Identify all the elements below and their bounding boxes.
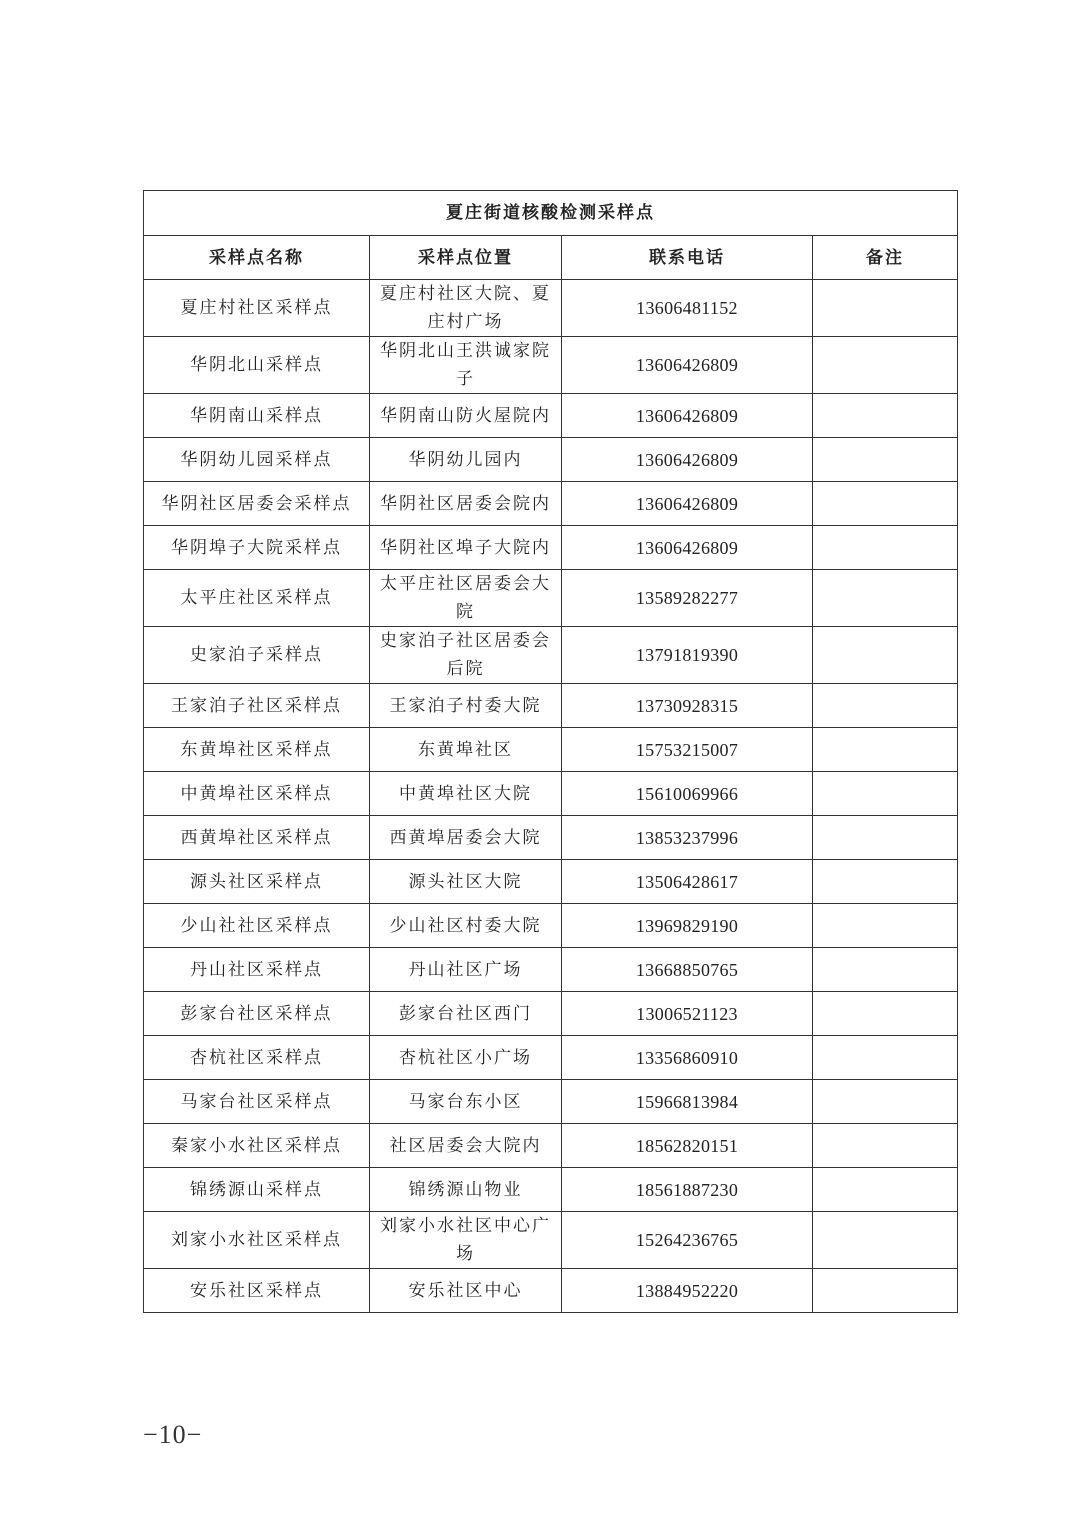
table-row <box>144 1212 958 1269</box>
cell-name: 秦家小水社区采样点 <box>144 1124 370 1168</box>
cell-note <box>813 526 958 570</box>
cell-note <box>813 684 958 728</box>
cell-name: 华阴南山采样点 <box>144 394 370 438</box>
table-row <box>144 394 958 438</box>
cell-name: 华阴北山采样点 <box>144 337 370 394</box>
cell-note <box>813 860 958 904</box>
table-row <box>144 992 958 1036</box>
cell-note <box>813 904 958 948</box>
cell-phone: 13791819390 <box>562 627 813 684</box>
cell-location: 华阴幼儿园内 <box>370 438 562 482</box>
table-row <box>144 904 958 948</box>
table-body <box>144 280 958 1313</box>
cell-phone: 18562820151 <box>562 1124 813 1168</box>
cell-note <box>813 1168 958 1212</box>
cell-phone: 13969829190 <box>562 904 813 948</box>
cell-phone: 15753215007 <box>562 728 813 772</box>
cell-phone: 13506428617 <box>562 860 813 904</box>
cell-name: 史家泊子采样点 <box>144 627 370 684</box>
cell-name: 太平庄社区采样点 <box>144 570 370 627</box>
cell-location: 刘家小水社区中心广场 <box>370 1212 562 1269</box>
cell-name: 华阴社区居委会采样点 <box>144 482 370 526</box>
cell-location: 华阴南山防火屋院内 <box>370 394 562 438</box>
cell-location: 夏庄村社区大院、夏庄村广场 <box>370 280 562 337</box>
cell-note <box>813 992 958 1036</box>
table-title-row <box>144 191 958 236</box>
cell-location: 安乐社区中心 <box>370 1269 562 1313</box>
cell-phone: 13853237996 <box>562 816 813 860</box>
table-row <box>144 948 958 992</box>
table-row <box>144 438 958 482</box>
cell-name: 少山社社区采样点 <box>144 904 370 948</box>
cell-location: 华阴北山王洪诚家院子 <box>370 337 562 394</box>
cell-name: 西黄埠社区采样点 <box>144 816 370 860</box>
cell-note <box>813 627 958 684</box>
cell-location: 西黄埠居委会大院 <box>370 816 562 860</box>
table-row <box>144 526 958 570</box>
cell-name: 东黄埠社区采样点 <box>144 728 370 772</box>
cell-name: 源头社区采样点 <box>144 860 370 904</box>
cell-location: 源头社区大院 <box>370 860 562 904</box>
cell-location: 锦绣源山物业 <box>370 1168 562 1212</box>
cell-phone: 13730928315 <box>562 684 813 728</box>
table-row <box>144 728 958 772</box>
table-row <box>144 1269 958 1313</box>
cell-phone: 13884952220 <box>562 1269 813 1313</box>
cell-note <box>813 438 958 482</box>
cell-phone: 13356860910 <box>562 1036 813 1080</box>
cell-name: 丹山社区采样点 <box>144 948 370 992</box>
cell-note <box>813 337 958 394</box>
header-phone: 联系电话 <box>562 236 813 280</box>
table-row <box>144 816 958 860</box>
table-row <box>144 337 958 394</box>
cell-phone: 15966813984 <box>562 1080 813 1124</box>
cell-location: 丹山社区广场 <box>370 948 562 992</box>
table-row <box>144 627 958 684</box>
cell-phone: 13606481152 <box>562 280 813 337</box>
cell-name: 安乐社区采样点 <box>144 1269 370 1313</box>
table-title: 夏庄街道核酸检测采样点 <box>144 191 958 236</box>
cell-note <box>813 1269 958 1313</box>
cell-location: 史家泊子社区居委会后院 <box>370 627 562 684</box>
cell-note <box>813 1080 958 1124</box>
table-row <box>144 1168 958 1212</box>
cell-phone: 13606426809 <box>562 482 813 526</box>
cell-note <box>813 280 958 337</box>
cell-note <box>813 570 958 627</box>
header-location: 采样点位置 <box>370 236 562 280</box>
cell-location: 太平庄社区居委会大院 <box>370 570 562 627</box>
cell-phone: 13606426809 <box>562 394 813 438</box>
cell-note <box>813 394 958 438</box>
cell-location: 马家台东小区 <box>370 1080 562 1124</box>
cell-location: 中黄埠社区大院 <box>370 772 562 816</box>
cell-note <box>813 1124 958 1168</box>
cell-name: 华阴埠子大院采样点 <box>144 526 370 570</box>
cell-name: 中黄埠社区采样点 <box>144 772 370 816</box>
cell-phone: 13606426809 <box>562 526 813 570</box>
cell-note <box>813 948 958 992</box>
cell-note <box>813 1036 958 1080</box>
cell-name: 华阴幼儿园采样点 <box>144 438 370 482</box>
cell-location: 东黄埠社区 <box>370 728 562 772</box>
cell-phone: 18561887230 <box>562 1168 813 1212</box>
table-row <box>144 280 958 337</box>
table-row <box>144 1080 958 1124</box>
cell-phone: 13606426809 <box>562 438 813 482</box>
sampling-points-table <box>143 190 958 1313</box>
cell-location: 华阴社区居委会院内 <box>370 482 562 526</box>
cell-phone: 13668850765 <box>562 948 813 992</box>
cell-phone: 13589282277 <box>562 570 813 627</box>
cell-name: 夏庄村社区采样点 <box>144 280 370 337</box>
table-row <box>144 1036 958 1080</box>
table-row <box>144 772 958 816</box>
cell-name: 锦绣源山采样点 <box>144 1168 370 1212</box>
cell-note <box>813 772 958 816</box>
cell-location: 王家泊子村委大院 <box>370 684 562 728</box>
cell-phone: 13006521123 <box>562 992 813 1036</box>
cell-note <box>813 728 958 772</box>
cell-location: 杏杭社区小广场 <box>370 1036 562 1080</box>
cell-location: 少山社区村委大院 <box>370 904 562 948</box>
table-row <box>144 482 958 526</box>
cell-name: 彭家台社区采样点 <box>144 992 370 1036</box>
cell-location: 彭家台社区西门 <box>370 992 562 1036</box>
cell-note <box>813 816 958 860</box>
table-header-row <box>144 236 958 280</box>
cell-phone: 15264236765 <box>562 1212 813 1269</box>
cell-name: 王家泊子社区采样点 <box>144 684 370 728</box>
table-row <box>144 860 958 904</box>
cell-location: 社区居委会大院内 <box>370 1124 562 1168</box>
cell-note <box>813 482 958 526</box>
cell-name: 刘家小水社区采样点 <box>144 1212 370 1269</box>
cell-location: 华阴社区埠子大院内 <box>370 526 562 570</box>
cell-phone: 15610069966 <box>562 772 813 816</box>
cell-phone: 13606426809 <box>562 337 813 394</box>
cell-name: 杏杭社区采样点 <box>144 1036 370 1080</box>
table-row <box>144 570 958 627</box>
header-name: 采样点名称 <box>144 236 370 280</box>
header-note: 备注 <box>813 236 958 280</box>
table-row <box>144 1124 958 1168</box>
cell-note <box>813 1212 958 1269</box>
cell-name: 马家台社区采样点 <box>144 1080 370 1124</box>
page-number: −10− <box>143 1420 203 1449</box>
table-row <box>144 684 958 728</box>
